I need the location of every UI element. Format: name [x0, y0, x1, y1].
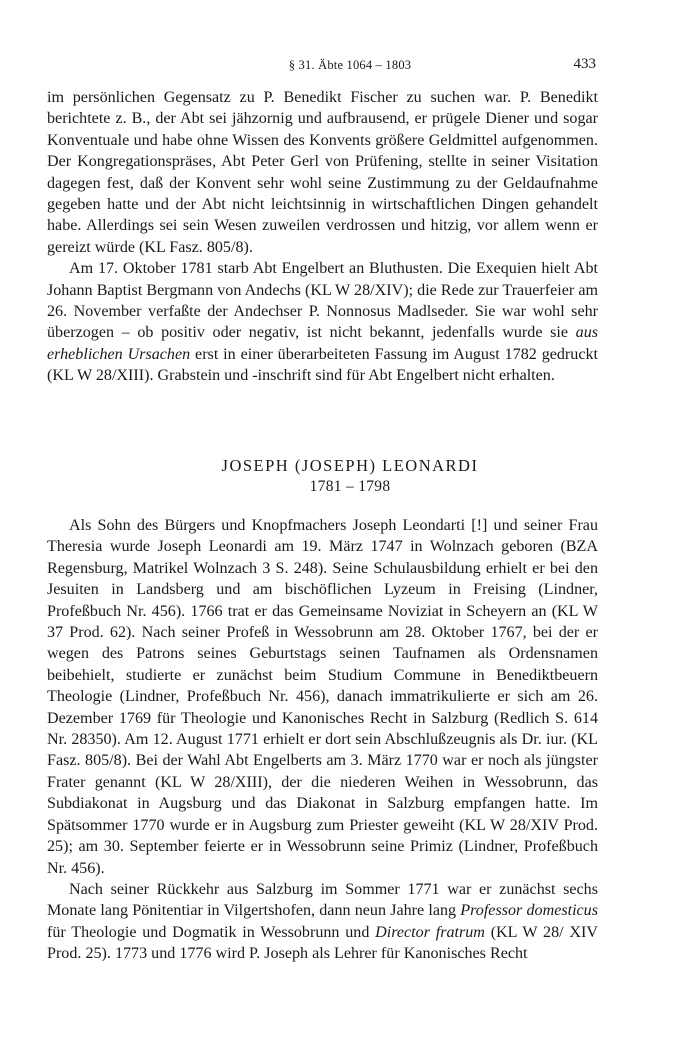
text-run: (KL W 28/ XIV Prod. 25). 1773 und 1776 wird P. Joseph als Lehrer für Kanonisches Recht [47, 923, 598, 963]
section-years: 1781 – 1798 [309, 478, 391, 495]
text-run: Am 17. Oktober 1781 starb Abt Engelbert an Bluthusten. Die Exequien hielt Abt Johann Baptist Bergmann von Andechs (KL W 28/XIV); die Rede zur Trauerfeier am 26. November verfaßte der Andechser P. Nonnosus Madlseder. Sie war wohl sehr überzogen – ob positiv oder negativ, ist nicht bekannt, jedenfalls wurde sie [47, 260, 598, 342]
section-heading: JOSEPH (JOSEPH) LEONARDI [221, 456, 479, 475]
text-run: für Theologie und Dogmatik in Wessobrunn und [47, 923, 376, 941]
text-block-leonardi [47, 515, 598, 965]
running-header [0, 56, 700, 76]
italic-term: Director fratrum [375, 923, 485, 941]
paragraph: Als Sohn des Bürgers und Knopfmachers Joseph Leondarti [!] und seiner Frau Theresia wurde Joseph Leonardi am 19. März 1747 in Wolnzach geboren (BZA Regensburg, Matrikel Wolnzach 3 S. 248). Seine Schulausbildung erhielt er bei den Jesuiten in Landsberg und am bischöflichen Lyzeum in Freising (Lindner, Profeßbuch Nr. 456). 1766 trat er das Gemeinsame Noviziat in Scheyern an (KL W 37 Prod. 62). Nach seiner Profeß in Wessobrunn am 28. Oktober 1767, bei der er wegen des Patrons seines Geburtstags seinen Taufnamen als Ordensnamen beibehielt, studierte er zunächst beim Studium Commune in Benediktbeuern Theologie (Lindner, Profeßbuch Nr. 456), danach immatrikulierte er sich am 26. Dezember 1769 für Theologie und Kanonisches Recht in Salzburg (Redlich S. 614 Nr. 28350). Am 12. August 1771 erhielt er dort sein Abschlußzeugnis als Dr. iur. (KL Fasz. 805/8). Bei der Wahl Abt Engelberts am 3. März 1770 war er noch als jüngster Frater genannt (KL W 28/XIII), der die niederen Weihen in Wessobrunn, das Subdiakonat in Augsburg und das Diakonat in Salzburg empfangen hatte. Im Spätsommer 1770 wurde er in Augsburg zum Priester geweiht (KL W 28/XIV Prod. 25); am 30. September feierte er in Wessobrunn seine Primiz (Lindner, Profeßbuch Nr. 456). [47, 517, 598, 877]
paragraph: im persönlichen Gegensatz zu P. Benedikt Fischer zu suchen war. P. Benedikt berichtete z. B., der Abt sei jähzornig und aufbrausend, er prügele Diener und sogar Konventuale und habe ohne Wissen des Konvents größere Geldmittel aufgenommen. Der Kongregationspräses, Abt Peter Gerl von Prüfening, stellte in seiner Visitation dagegen fest, daß der Konvent sehr wohl seine Zustimmung zu der Geldaufnahme gegeben hatte und der Abt nicht leichtsinnig in wirtschaftlichen Dingen gehandelt habe. Allerdings sei sein Wesen zuweilen verdrossen und hitzig, vor allem wenn er gereizt würde (KL Fasz. 805/8). [47, 89, 598, 256]
italic-quotation: aus erheblichen Ursachen [47, 324, 598, 363]
paragraph [47, 258, 598, 386]
page-number: 433 [573, 56, 596, 72]
text-run: erst in einer überarbeiteten Fassung im August 1782 gedruckt (KL W 28/XIII). Grabstein und -inschrift sind für Abt Engelbert nicht erhalten. [47, 345, 598, 385]
running-title: § 31. Äbte 1064 – 1803 [288, 58, 412, 72]
text-block-previous-abbot [47, 87, 598, 387]
paragraph [47, 879, 598, 965]
italic-term: Professor domesticus [460, 902, 598, 920]
text-run: Nach seiner Rückkehr aus Salzburg im Sommer 1771 war er zunächst sechs Monate lang Pönitentiar in Vilgertshofen, dann neun Jahre lang [47, 880, 598, 920]
